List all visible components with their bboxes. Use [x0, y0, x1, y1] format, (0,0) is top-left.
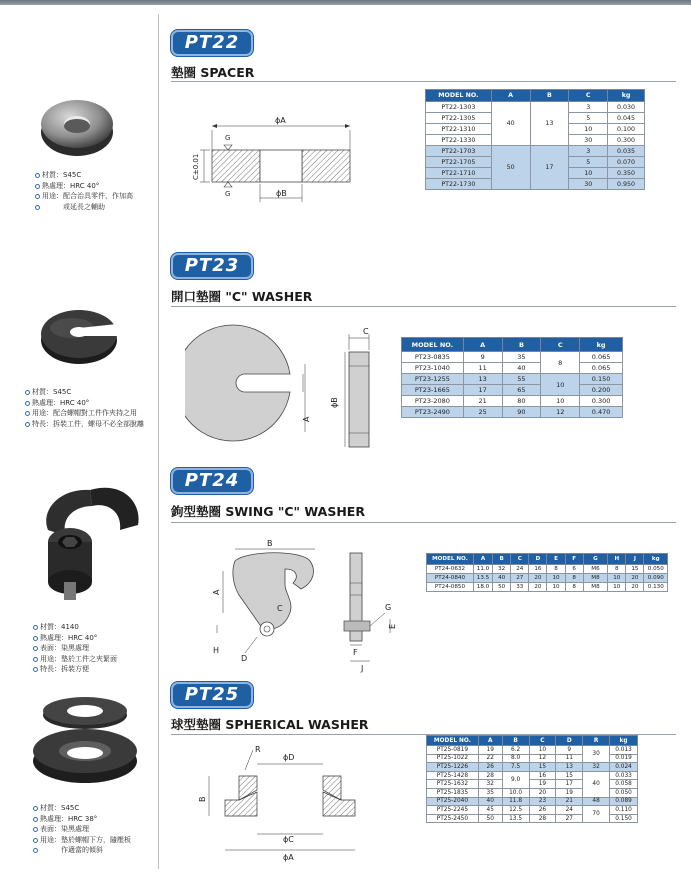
- pt24-badge: [171, 468, 253, 494]
- pt22-th-model: MODEL NO.: [426, 90, 492, 102]
- pt24-th-b: B: [493, 554, 511, 565]
- cell: 26: [478, 763, 502, 772]
- cell: PT25-1022: [427, 754, 479, 763]
- cell: 0.130: [644, 583, 668, 592]
- cell: 25: [463, 407, 502, 418]
- cell: 0.065: [580, 363, 623, 374]
- cell: PT25-1632: [427, 780, 479, 789]
- pt24-spec-use: 用途：墊於工件之夾緊面: [33, 654, 117, 665]
- pt24-th-j: J: [626, 554, 644, 565]
- pt22-badge: [171, 30, 253, 56]
- cell: 20: [626, 574, 644, 583]
- cell: 35: [502, 352, 541, 363]
- cell: 12: [541, 407, 580, 418]
- cell: 16: [529, 771, 556, 780]
- cell: 0.110: [610, 806, 638, 815]
- cell: 17: [530, 146, 569, 190]
- pt24-th-c: C: [511, 554, 529, 565]
- cell: 19: [529, 780, 556, 789]
- pt25-th-r: R: [583, 736, 610, 746]
- cell: PT23-2080: [402, 396, 464, 407]
- cell: 19: [478, 746, 502, 755]
- cell: 11.8: [502, 797, 529, 806]
- pt23-spec-list: [25, 387, 144, 429]
- cell: 20: [626, 583, 644, 592]
- cell: PT23-2490: [402, 407, 464, 418]
- pt24-drawing: [205, 533, 410, 673]
- pt22-rule: [171, 81, 676, 82]
- pt25-dim-b: B: [198, 796, 207, 802]
- cell: 10: [569, 168, 608, 179]
- cell: PT22-1703: [426, 146, 492, 157]
- cell: PT24-0840: [427, 574, 474, 583]
- cell: 0.200: [580, 385, 623, 396]
- cell: PT24-0850: [427, 583, 474, 592]
- cell: 8.0: [502, 754, 529, 763]
- pt25-spec-surface: 表面：染黑處理: [33, 824, 131, 835]
- pt25-spec-use: 用途：墊於螺帽下方，隨壓板: [33, 835, 131, 846]
- cell: 20: [529, 583, 547, 592]
- cell: 28: [529, 814, 556, 823]
- pt22-th-b: B: [530, 90, 569, 102]
- cell: 12.5: [502, 806, 529, 815]
- cell: 22: [478, 754, 502, 763]
- cell: 10: [541, 396, 580, 407]
- pt24-rule: [171, 522, 676, 523]
- cell: 0.058: [610, 780, 638, 789]
- pt25-title: 球型墊圈 SPHERICAL WASHER: [171, 717, 369, 732]
- cell: 13: [556, 763, 583, 772]
- pt23-dim-b: ϕB: [330, 397, 339, 408]
- cell: 21: [556, 797, 583, 806]
- pt24-dim-f: F: [353, 648, 358, 657]
- cell: 30: [569, 179, 608, 190]
- pt24-th-f: F: [565, 554, 583, 565]
- table-row: [426, 146, 645, 157]
- pt25-th-model: MODEL NO.: [427, 736, 479, 746]
- cell: M8: [583, 583, 608, 592]
- pt25-th-b: B: [502, 736, 529, 746]
- pt23-badge: [171, 253, 253, 279]
- cell: 0.045: [608, 113, 645, 124]
- pt22-dim-c: C±0.01: [192, 153, 200, 180]
- cell: PT25-2040: [427, 797, 479, 806]
- cell: 0.150: [580, 374, 623, 385]
- cell: 32: [583, 763, 610, 772]
- cell: PT22-1710: [426, 168, 492, 179]
- pt22-spec-use: 用途：配合治具零件，作加高: [35, 191, 133, 202]
- cell: PT25-2245: [427, 806, 479, 815]
- pt25-spherical-washer-photo: [30, 693, 140, 793]
- cell: 30: [569, 135, 608, 146]
- pt24-th-a: A: [473, 554, 492, 565]
- cell: 10: [541, 374, 580, 396]
- cell: 0.013: [610, 746, 638, 755]
- table-row: [427, 771, 638, 780]
- cell: 15: [556, 771, 583, 780]
- cell: PT22-1303: [426, 102, 492, 113]
- cell: 10.0: [502, 788, 529, 797]
- cell: 15: [626, 565, 644, 574]
- cell: 8: [608, 565, 626, 574]
- cell: PT24-0632: [427, 565, 474, 574]
- cell: 10: [529, 746, 556, 755]
- pt23-th-kg: kg: [580, 338, 623, 352]
- pt23-title: 開口墊圈 "C" WASHER: [171, 289, 313, 304]
- pt25-dim-c: ϕC: [283, 835, 294, 844]
- cell: 8: [541, 352, 580, 374]
- pt24-spec-heat: 熱處理：HRC 40°: [33, 633, 117, 644]
- pt25-dim-d: ϕD: [283, 753, 295, 762]
- cell: 21: [463, 396, 502, 407]
- cell: M8: [583, 574, 608, 583]
- cell: 15: [529, 763, 556, 772]
- cell: 17: [463, 385, 502, 396]
- cell: 16: [529, 565, 547, 574]
- cell: 32: [493, 565, 511, 574]
- cell: 19: [556, 788, 583, 797]
- cell: 27: [511, 574, 529, 583]
- pt23-th-c: C: [541, 338, 580, 352]
- pt22-th-a: A: [491, 90, 530, 102]
- cell: 40: [491, 102, 530, 146]
- table-row: [402, 396, 623, 407]
- pt24-swing-washer-photo: [30, 470, 145, 610]
- pt24-dim-j: J: [361, 664, 364, 673]
- pt25-spec-heat: 熱處理：HRC 38°: [33, 814, 131, 825]
- pt25-table: [426, 735, 638, 823]
- pt22-dim-g-top: G: [225, 134, 231, 142]
- pt24-spec-list: [33, 622, 117, 675]
- pt25-spec-use-cont: 作適當的傾斜: [33, 845, 131, 856]
- pt23-code: PT23: [184, 255, 240, 276]
- pt23-spec-use: 用途：配合螺帽對工件作夾持之用: [25, 408, 144, 419]
- cell: PT22-1330: [426, 135, 492, 146]
- cell: 48: [583, 797, 610, 806]
- table-row: [402, 363, 623, 374]
- cell: 28: [478, 771, 502, 780]
- cell: 0.150: [610, 814, 638, 823]
- cell: PT22-1310: [426, 124, 492, 135]
- pt22-spacer-photo: [38, 88, 116, 160]
- cell: 0.470: [580, 407, 623, 418]
- cell: 0.300: [608, 135, 645, 146]
- pt22-spec-material: 材質：S45C: [35, 170, 133, 181]
- cell: 11: [556, 754, 583, 763]
- cell: 90: [502, 407, 541, 418]
- pt23-dim-c: C: [363, 327, 369, 336]
- cell: 17: [556, 780, 583, 789]
- cell: 0.035: [608, 146, 645, 157]
- pt22-spec-use-cont: 或延長之輔助: [35, 202, 133, 213]
- pt25-badge: [171, 682, 253, 708]
- cell: 9: [463, 352, 502, 363]
- cell: 50: [493, 583, 511, 592]
- pt24-dim-e: E: [388, 623, 397, 629]
- pt24-dim-d: D: [241, 654, 248, 663]
- cell: 40: [478, 797, 502, 806]
- table-row: [427, 574, 668, 583]
- pt24-dim-c: C: [277, 604, 283, 613]
- cell: 35: [478, 788, 502, 797]
- table-row: [427, 797, 638, 806]
- cell: 33: [511, 583, 529, 592]
- cell: 40: [583, 771, 610, 797]
- pt22-dim-a: ϕA: [275, 116, 286, 125]
- cell: 23: [529, 797, 556, 806]
- cell: 0.100: [608, 124, 645, 135]
- cell: 10: [569, 124, 608, 135]
- pt22-th-c: C: [569, 90, 608, 102]
- pt24-spec-feature: 特長：拆裝方便: [33, 664, 117, 675]
- pt25-th-d: D: [556, 736, 583, 746]
- pt25-th-kg: kg: [610, 736, 638, 746]
- cell: 6: [565, 565, 583, 574]
- table-row: [427, 763, 638, 772]
- table-row: [402, 352, 623, 363]
- cell: 65: [502, 385, 541, 396]
- cell: 27: [556, 814, 583, 823]
- cell: 0.019: [610, 754, 638, 763]
- table-row: [426, 102, 645, 113]
- pt24-dim-a: A: [212, 589, 221, 595]
- cell: 11.0: [473, 565, 492, 574]
- cell: 40: [502, 363, 541, 374]
- cell: PT25-2450: [427, 814, 479, 823]
- cell: PT25-1226: [427, 763, 479, 772]
- cell: PT22-1305: [426, 113, 492, 124]
- cell: 12: [529, 754, 556, 763]
- pt22-title: 墊圈 SPACER: [171, 65, 255, 80]
- cell: PT23-1255: [402, 374, 464, 385]
- pt25-spec-material: 材質：S45C: [33, 803, 131, 814]
- pt22-drawing: [180, 110, 360, 210]
- cell: 70: [583, 806, 610, 823]
- pt23-rule: [171, 306, 676, 307]
- cell: 30: [583, 746, 610, 763]
- cell: 18.0: [473, 583, 492, 592]
- pt23-spec-material: 材質：S45C: [25, 387, 144, 398]
- pt24-th-h: H: [608, 554, 626, 565]
- cell: 0.050: [644, 565, 668, 574]
- pt24-th-kg: kg: [644, 554, 668, 565]
- cell: 0.065: [580, 352, 623, 363]
- cell: PT25-1428: [427, 771, 479, 780]
- pt24-code: PT24: [184, 470, 240, 491]
- cell: 0.300: [580, 396, 623, 407]
- pt24-title: 鉤型墊圈 SWING "C" WASHER: [171, 504, 365, 519]
- top-bar: [0, 0, 691, 5]
- pt25-spec-list: [33, 803, 131, 856]
- pt22-table: [425, 89, 645, 190]
- pt23-table: [401, 337, 623, 418]
- cell: PT25-1835: [427, 788, 479, 797]
- pt24-spec-material: 材質：4140: [33, 622, 117, 633]
- divider-line: [158, 14, 159, 869]
- cell: PT25-0819: [427, 746, 479, 755]
- table-row: [402, 374, 623, 385]
- cell: 0.024: [610, 763, 638, 772]
- pt24-th-model: MODEL NO.: [427, 554, 474, 565]
- cell: 24: [511, 565, 529, 574]
- cell: 50: [491, 146, 530, 190]
- cell: 10: [608, 574, 626, 583]
- table-row: [427, 565, 668, 574]
- pt24-table: [426, 553, 668, 592]
- cell: PT23-1040: [402, 363, 464, 374]
- table-row: [427, 583, 668, 592]
- cell: 0.070: [608, 157, 645, 168]
- cell: 9: [556, 746, 583, 755]
- pt24-spec-surface: 表面：染黑處理: [33, 643, 117, 654]
- pt25-th-c: C: [529, 736, 556, 746]
- cell: 0.090: [644, 574, 668, 583]
- cell: 55: [502, 374, 541, 385]
- cell: PT23-1665: [402, 385, 464, 396]
- cell: 0.030: [608, 102, 645, 113]
- pt22-spec-heat: 熱處理：HRC 40°: [35, 181, 133, 192]
- cell: 20: [529, 788, 556, 797]
- cell: 13: [530, 102, 569, 146]
- pt25-drawing: [195, 740, 365, 865]
- cell: 80: [502, 396, 541, 407]
- cell: 6.2: [502, 746, 529, 755]
- pt24-dim-g: G: [385, 603, 392, 612]
- cell: 0.089: [610, 797, 638, 806]
- pt23-dim-a: A: [302, 416, 311, 422]
- cell: 8: [565, 574, 583, 583]
- cell: PT22-1730: [426, 179, 492, 190]
- pt23-spec-heat: 熱處理：HRC 40°: [25, 398, 144, 409]
- cell: 8: [565, 583, 583, 592]
- cell: 0.033: [610, 771, 638, 780]
- cell: 24: [556, 806, 583, 815]
- cell: 8: [547, 565, 565, 574]
- pt23-c-washer-photo: [38, 300, 120, 368]
- pt23-spec-feature: 特長：拆裝工件，螺母不必全部脫離: [25, 419, 144, 430]
- cell: 0.350: [608, 168, 645, 179]
- pt24-dim-b: B: [267, 539, 273, 548]
- cell: 20: [529, 574, 547, 583]
- cell: 10: [608, 583, 626, 592]
- pt25-dim-r: R: [255, 745, 261, 754]
- cell: 0.950: [608, 179, 645, 190]
- cell: 0.050: [610, 788, 638, 797]
- cell: 5: [569, 157, 608, 168]
- pt24-th-e: E: [547, 554, 565, 565]
- cell: 32: [478, 780, 502, 789]
- cell: PT22-1705: [426, 157, 492, 168]
- pt22-th-kg: kg: [608, 90, 645, 102]
- cell: 13.5: [502, 814, 529, 823]
- cell: 45: [478, 806, 502, 815]
- pt23-th-b: B: [502, 338, 541, 352]
- pt22-dim-b: ϕB: [276, 189, 287, 198]
- pt23-th-a: A: [463, 338, 502, 352]
- pt24-th-g: G: [583, 554, 608, 565]
- cell: 11: [463, 363, 502, 374]
- cell: 9.0: [502, 771, 529, 788]
- pt25-dim-a: ϕA: [283, 853, 294, 862]
- cell: 3: [569, 146, 608, 157]
- pt25-th-a: A: [478, 736, 502, 746]
- table-row: [427, 806, 638, 815]
- cell: 7.5: [502, 763, 529, 772]
- pt23-drawing: [185, 322, 385, 452]
- pt24-th-d: D: [529, 554, 547, 565]
- table-row: [427, 746, 638, 755]
- table-row: [402, 407, 623, 418]
- cell: 13.5: [473, 574, 492, 583]
- cell: 3: [569, 102, 608, 113]
- cell: 10: [547, 583, 565, 592]
- table-row: [402, 385, 623, 396]
- pt24-dim-h: H: [213, 646, 220, 655]
- pt22-code: PT22: [184, 32, 240, 53]
- pt25-code: PT25: [184, 684, 240, 705]
- cell: M6: [583, 565, 608, 574]
- cell: 13: [463, 374, 502, 385]
- pt23-th-model: MODEL NO.: [402, 338, 464, 352]
- cell: 40: [493, 574, 511, 583]
- cell: 50: [478, 814, 502, 823]
- cell: 26: [529, 806, 556, 815]
- cell: PT23-0835: [402, 352, 464, 363]
- cell: 10: [547, 574, 565, 583]
- cell: 5: [569, 113, 608, 124]
- pt22-spec-list: [35, 170, 133, 212]
- pt22-dim-g-bottom: G: [225, 190, 231, 198]
